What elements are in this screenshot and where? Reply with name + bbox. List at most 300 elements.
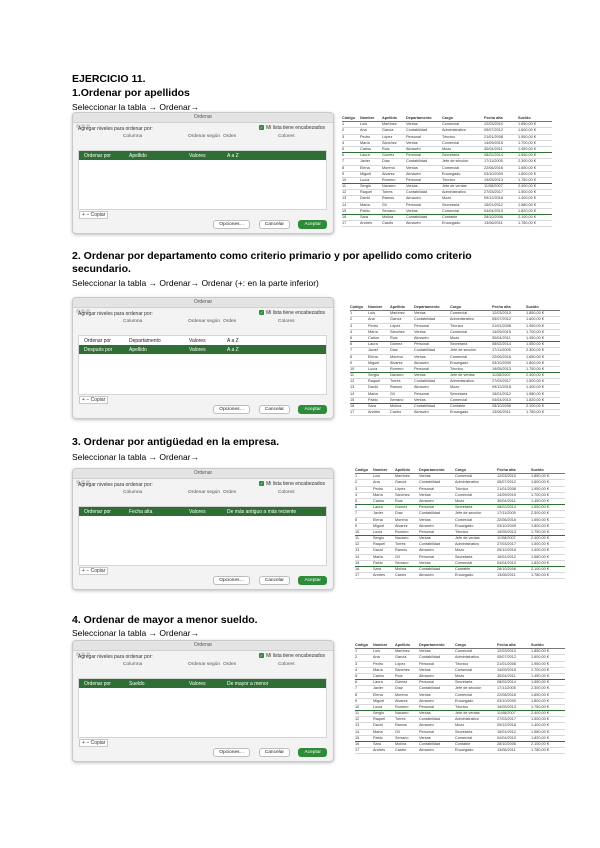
sheet-cell: Secretaria: [455, 729, 473, 734]
sheet-cell: Gil: [395, 554, 400, 559]
sheet-cell: Jefe de sección: [450, 348, 477, 353]
sheet-cell: Almacén: [414, 410, 429, 415]
sheet-cell: Serrano: [382, 208, 396, 213]
sheet-cell: 1.780,00 €: [526, 410, 544, 415]
sheet-cell: 27/03/2017: [497, 542, 517, 547]
sheet-cell: 10: [355, 529, 360, 534]
sort-levels-list: [78, 678, 327, 738]
section-1-instruction: Seleccionar la tabla → Ordenar→: [72, 102, 200, 112]
sheet-cell: 7: [342, 159, 345, 164]
sheet-cell: 1.500,00 €: [526, 379, 544, 384]
sheet-cell: 11/08/2007: [484, 184, 503, 189]
sheet-cell: 15/01/2012: [497, 729, 517, 734]
sheet-cell: 3: [350, 323, 353, 328]
sheet-cell: 1.700,00 €: [531, 492, 549, 497]
sheet-cell: 1.950,00 €: [526, 323, 544, 328]
column-select[interactable]: Apellido: [129, 347, 147, 353]
dialog-title: Ordenar: [193, 299, 213, 305]
sheet-cell: Jefe de ventas: [450, 373, 475, 378]
sheet-cell: Encargado: [442, 171, 461, 176]
sheet-cell: 1.500,00 €: [531, 542, 549, 547]
sheet-cell: Jefe de sección: [455, 511, 482, 516]
add-remove-level-buttons[interactable]: + − Copiar: [79, 739, 108, 747]
sheet-cell: Castro: [382, 221, 394, 226]
sheet-cell: Moreno: [395, 692, 408, 697]
sheet-cell: 03/10/2009: [497, 523, 517, 528]
sheet-cell: Carlos: [368, 335, 379, 340]
sort-dialog-4: [72, 640, 334, 762]
sheet-cell: 1.580,00 €: [531, 729, 549, 734]
column-select[interactable]: Departamento: [129, 338, 161, 344]
sheet-cell: 28/10/2006: [497, 567, 517, 571]
sheet-cell: Sueldo: [531, 468, 544, 472]
col-header-colors: Colores: [278, 134, 295, 139]
sheet-cell: 1.750,00 €: [526, 366, 544, 371]
sheet-cell: 2.400,00 €: [526, 373, 544, 378]
section-4-instruction: Seleccionar la tabla → Ordenar→: [72, 628, 200, 638]
column-select[interactable]: Apellido: [129, 153, 147, 159]
sheet-cell: Pedro: [373, 661, 384, 666]
headers-checkbox[interactable]: ✓ Mi lista tiene encabezados: [259, 125, 325, 131]
sheet-cell: 1.820,00 €: [518, 208, 536, 213]
sheet-cell: 11: [355, 536, 359, 541]
dialog-title: Ordenar: [193, 642, 213, 648]
sheet-cell: 11: [355, 711, 359, 716]
sheet-cell: Encargado: [442, 221, 461, 226]
sheet-row: [355, 748, 565, 754]
sheet-cell: 14/09/2015: [484, 140, 504, 145]
sheet-cell: 05/07/2012: [497, 655, 517, 660]
sheet-cell: 1.950,00 €: [518, 134, 536, 139]
col-header-order: Orden: [223, 662, 237, 667]
sheet-cell: Miguel: [373, 523, 385, 528]
sheet-cell: 9: [350, 360, 353, 365]
sheet-cell: 1: [355, 474, 358, 479]
order-select[interactable]: A a Z: [227, 153, 239, 159]
sheet-cell: David: [368, 385, 378, 390]
sheet-cell: 1.780,00 €: [531, 573, 549, 578]
sheet-cell: 2.100,00 €: [531, 567, 549, 571]
col-header-sort-on: Ordenar según: [188, 134, 220, 139]
sheet-cell: 2.100,00 €: [526, 404, 544, 408]
sheet-cell: Lucía: [373, 529, 383, 534]
sheet-cell: Ana: [368, 317, 375, 322]
sheet-cell: 2.300,00 €: [518, 159, 536, 164]
sheet-cell: Contabilidad: [414, 404, 436, 408]
sheet-cell: 2: [355, 480, 358, 485]
sheet-cell: 1.800,00 €: [518, 171, 536, 176]
col-header-colors: Colores: [278, 662, 295, 667]
sheet-cell: 2.300,00 €: [531, 511, 549, 516]
sheet-cell: Torres: [382, 190, 393, 195]
sheet-cell: Personal: [419, 661, 434, 666]
sheet-cell: 6: [342, 153, 345, 158]
sheet-cell: 1.700,00 €: [526, 329, 544, 334]
sheet-cell: Apellido: [395, 643, 410, 647]
sheet-cell: 19/05/2013: [492, 366, 512, 371]
sheet-cell: Ventas: [419, 536, 431, 541]
sheet-cell: 19/05/2013: [484, 177, 504, 182]
sheet-cell: López: [390, 323, 401, 328]
add-remove-level-buttons[interactable]: + − Copiar: [79, 396, 108, 404]
sheet-cell: 8: [355, 692, 358, 697]
add-levels-label: Agregar niveles para ordenar por:: [78, 482, 153, 488]
sheet-cell: Almacén: [419, 548, 434, 553]
sheet-cell: Jefe de ventas: [455, 711, 480, 716]
sheet-cell: Encargado: [450, 410, 469, 415]
sheet-cell: 11/08/2007: [497, 536, 516, 541]
sheet-cell: 04/04/2010: [497, 735, 517, 740]
sheet-cell: Comercial: [442, 165, 460, 170]
sheet-cell: Comercial: [450, 329, 468, 334]
sheet-cell: 2.400,00 €: [531, 711, 549, 716]
sort-on-select[interactable]: Valores: [189, 681, 206, 687]
cancel-button[interactable]: Cancelar: [259, 576, 290, 585]
sort-level-row[interactable]: Ordenar por Apellido Valores A a Z: [79, 151, 326, 160]
sheet-cell: 08/02/2014: [484, 153, 504, 158]
sheet-cell: Departamento: [419, 643, 445, 647]
sheet-cell: 11/08/2007: [497, 711, 516, 716]
sheet-cell: 4: [342, 140, 345, 145]
sheet-cell: Cargo: [450, 305, 461, 309]
section-2-heading: 2. Ordenar por departamento como criterio primario y por apellido como criterio secundario.: [72, 250, 472, 275]
sheet-cell: Marta: [360, 202, 370, 207]
sheet-cell: 11: [342, 184, 346, 189]
sheet-cell: 1.400,00 €: [518, 196, 536, 201]
sheet-cell: Gil: [395, 729, 400, 734]
sheet-cell: Técnico: [442, 177, 456, 182]
sheet-cell: Raquel: [368, 379, 381, 384]
spreadsheet-thumbnail-4: [355, 643, 565, 754]
options-button[interactable]: Opciones…: [213, 576, 250, 585]
sheet-cell: María: [373, 667, 383, 672]
sheet-cell: Navarro: [395, 711, 409, 716]
sheet-cell: Ventas: [414, 354, 426, 359]
sheet-cell: Secretaria: [455, 554, 473, 559]
sheet-cell: 13: [342, 196, 347, 201]
sheet-cell: 10: [350, 366, 355, 371]
sheet-cell: Ventas: [419, 711, 431, 716]
cancel-button[interactable]: Cancelar: [259, 405, 290, 414]
sheet-cell: 1.780,00 €: [531, 748, 549, 753]
sheet-cell: Ruiz: [395, 498, 403, 503]
sheet-cell: Mozo: [442, 196, 452, 201]
sheet-cell: 1: [342, 122, 345, 127]
sheet-cell: Ventas: [419, 649, 431, 654]
sheet-cell: 17/11/2005: [484, 159, 503, 164]
sheet-cell: 08/02/2014: [492, 342, 512, 347]
sheet-cell: Ventas: [414, 373, 426, 378]
sheet-cell: 1.820,00 €: [531, 560, 549, 565]
order-select[interactable]: De mayor a menor: [227, 681, 269, 687]
sheet-cell: Miguel: [360, 171, 372, 176]
sheet-cell: Administrativo: [455, 655, 479, 660]
sheet-cell: 1.500,00 €: [531, 717, 549, 722]
ok-button[interactable]: Aceptar: [298, 405, 327, 414]
sheet-cell: 21/01/2008: [492, 323, 512, 328]
sheet-cell: Ruiz: [390, 335, 398, 340]
sheet-cell: Comercial: [455, 667, 473, 672]
sheet-cell: David: [373, 548, 383, 553]
column-select[interactable]: Fecha alta: [129, 509, 153, 515]
sheet-cell: 1.400,00 €: [531, 723, 549, 728]
sheet-cell: 6: [355, 680, 358, 685]
sheet-cell: Gil: [382, 202, 387, 207]
sheet-cell: Lucía: [373, 704, 383, 709]
col-header-order: Orden: [223, 319, 237, 324]
ok-button[interactable]: Aceptar: [298, 576, 327, 585]
sheet-cell: 08/02/2014: [497, 680, 517, 685]
sheet-cell: 5: [350, 335, 353, 340]
sheet-cell: 1.500,00 €: [518, 190, 536, 195]
sheet-cell: 14/09/2015: [497, 667, 517, 672]
sheet-cell: 17: [342, 221, 347, 226]
sheet-cell: Torres: [390, 379, 401, 384]
sheet-cell: Departamento: [414, 305, 440, 309]
sheet-cell: Ventas: [419, 560, 431, 565]
sheet-cell: Marta: [373, 554, 383, 559]
options-button[interactable]: Opciones…: [213, 220, 250, 229]
sheet-cell: 7: [355, 686, 358, 691]
sheet-cell: Molina: [390, 404, 402, 408]
sheet-cell: 1.800,00 €: [531, 523, 549, 528]
sheet-cell: 14: [342, 202, 347, 207]
sheet-cell: 1.580,00 €: [518, 202, 536, 207]
sheet-cell: Contable: [455, 742, 471, 746]
options-button[interactable]: Opciones…: [213, 748, 250, 757]
options-button[interactable]: Opciones…: [213, 405, 250, 414]
sheet-cell: 30/04/2011: [497, 498, 516, 503]
sheet-cell: Jefe de sección: [455, 686, 482, 691]
sheet-cell: 15: [355, 560, 360, 565]
sort-level-row[interactable]: Ordenar por Sueldo Valores De mayor a menor: [79, 679, 326, 688]
sheet-cell: 14: [350, 391, 355, 396]
sheet-cell: Jefe de ventas: [455, 536, 480, 541]
sheet-cell: 12/03/2010: [497, 474, 517, 479]
sheet-cell: Sánchez: [395, 492, 410, 497]
sheet-cell: Comercial: [455, 474, 473, 479]
sheet-cell: Ventas: [419, 474, 431, 479]
sheet-cell: 1.400,00 €: [526, 385, 544, 390]
sheet-cell: Ventas: [419, 667, 431, 672]
sheet-cell: Torres: [395, 542, 406, 547]
sheet-cell: Raquel: [373, 542, 386, 547]
spreadsheet-thumbnail-2: [350, 305, 560, 416]
sheet-cell: Ventas: [419, 735, 431, 740]
sheet-cell: Personal: [419, 680, 434, 685]
sheet-cell: Ruiz: [382, 146, 390, 151]
sheet-cell: Encargado: [455, 698, 474, 703]
sheet-cell: Administrativo: [450, 317, 474, 322]
sheet-cell: Serrano: [395, 735, 409, 740]
sheet-cell: Administrativo: [442, 190, 466, 195]
sort-on-select[interactable]: Valores: [189, 347, 206, 353]
order-select[interactable]: De más antiguo a más reciente: [227, 509, 297, 515]
sort-on-select[interactable]: Valores: [189, 153, 206, 159]
sheet-cell: Personal: [406, 202, 421, 207]
sheet-cell: Comercial: [442, 122, 460, 127]
sheet-cell: Personal: [419, 729, 434, 734]
sheet-cell: 16: [350, 404, 355, 408]
order-select[interactable]: A a Z: [227, 347, 239, 353]
sheet-cell: 03/10/2009: [484, 171, 504, 176]
sheet-cell: Cargo: [442, 116, 453, 120]
sheet-cell: Contabilidad: [419, 542, 441, 547]
sheet-cell: García: [382, 128, 394, 133]
sheet-cell: Sánchez: [395, 667, 410, 672]
sheet-cell: 22/06/2016: [497, 517, 517, 522]
sheet-cell: 1.750,00 €: [531, 704, 549, 709]
sort-dialog-3: [72, 468, 334, 590]
sheet-cell: Ana: [373, 480, 380, 485]
sheet-cell: 1.780,00 €: [518, 221, 536, 226]
sheet-cell: Sara: [368, 404, 377, 408]
sheet-cell: 1.600,00 €: [526, 317, 544, 322]
sheet-cell: Martínez: [382, 122, 397, 127]
sheet-cell: Laura: [360, 153, 370, 158]
sheet-cell: Fecha alta: [497, 468, 516, 472]
sheet-cell: 3: [342, 134, 345, 139]
sheet-cell: 09/12/2018: [497, 723, 517, 728]
sheet-cell: 1.700,00 €: [531, 667, 549, 672]
sheet-cell: 16: [355, 742, 360, 746]
sheet-cell: Contable: [450, 404, 466, 408]
headers-checkbox[interactable]: ✓ Mi lista tiene encabezados: [259, 481, 325, 487]
sheet-cell: Contable: [442, 215, 458, 219]
col-header-sort-on: Ordenar según: [188, 490, 220, 495]
sheet-cell: Molina: [395, 567, 407, 571]
sheet-cell: 7: [350, 348, 353, 353]
sheet-cell: 17/11/2005: [497, 511, 516, 516]
add-levels-label: Agregar niveles para ordenar por:: [78, 654, 153, 660]
sheet-cell: 09/12/2018: [484, 196, 504, 201]
sheet-cell: Ruiz: [395, 673, 403, 678]
sheet-cell: 09/12/2018: [497, 548, 517, 553]
sheet-cell: 28/10/2006: [497, 742, 517, 746]
sheet-cell: Nombre: [368, 305, 383, 309]
add-remove-level-buttons[interactable]: + − Copiar: [79, 567, 108, 575]
sheet-cell: 1.550,00 €: [531, 680, 549, 685]
sheet-cell: Encargado: [455, 523, 474, 528]
sheet-cell: Contabilidad: [419, 717, 441, 722]
sheet-cell: Código: [355, 468, 369, 472]
sheet-cell: Almacén: [406, 221, 421, 226]
sheet-cell: 27/03/2017: [492, 379, 512, 384]
sheet-cell: Díaz: [395, 686, 403, 691]
sheet-cell: 1.650,00 €: [518, 165, 536, 170]
sheet-cell: Contabilidad: [406, 215, 428, 219]
sort-level-row[interactable]: Ordenar por Fecha alta Valores De más antiguo a más reciente: [79, 507, 326, 516]
sheet-cell: 1.650,00 €: [531, 692, 549, 697]
sheet-cell: 15: [350, 397, 355, 402]
sheet-cell: 1.550,00 €: [518, 153, 536, 158]
sort-level-row[interactable]: Ordenar por Departamento Valores A a Z: [84, 338, 239, 344]
add-remove-level-buttons[interactable]: + − Copiar: [79, 211, 108, 219]
order-select[interactable]: A a Z: [227, 338, 239, 344]
add-levels-label: Agregar niveles para ordenar por:: [78, 126, 153, 132]
sheet-cell: 12/03/2010: [492, 311, 512, 316]
sheet-cell: 1.600,00 €: [531, 480, 549, 485]
headers-checkbox[interactable]: ✓ Mi lista tiene encabezados: [259, 310, 325, 316]
sheet-cell: Pedro: [360, 134, 371, 139]
sheet-cell: Apellido: [390, 305, 405, 309]
sheet-cell: Almacén: [419, 748, 434, 753]
col-header-colors: Colores: [278, 490, 295, 495]
sort-on-select[interactable]: Valores: [189, 509, 206, 515]
sheet-cell: 12: [355, 542, 360, 547]
sheet-cell: Ventas: [419, 517, 431, 522]
sheet-cell: 17: [355, 748, 360, 753]
section-3-instruction: Seleccionar la tabla → Ordenar→: [72, 452, 200, 462]
sheet-cell: Ventas: [406, 140, 418, 145]
sheet-cell: Sergio: [373, 711, 384, 716]
sheet-cell: Contabilidad: [419, 567, 441, 571]
sort-level-row[interactable]: Después por Apellido Valores A a Z: [79, 345, 326, 354]
sheet-cell: Carlos: [373, 498, 384, 503]
column-select[interactable]: Sueldo: [129, 681, 145, 687]
sheet-cell: Pablo: [373, 735, 383, 740]
sheet-cell: 21/01/2008: [484, 134, 504, 139]
sheet-cell: Nombre: [373, 468, 388, 472]
sheet-cell: Personal: [419, 704, 434, 709]
sheet-cell: Sueldo: [526, 305, 539, 309]
sheet-cell: 12: [350, 379, 355, 384]
sheet-cell: 1.950,00 €: [531, 486, 549, 491]
sheet-cell: Pablo: [373, 560, 383, 565]
sheet-cell: Ventas: [414, 329, 426, 334]
sheet-cell: Secretaria: [455, 505, 473, 510]
sheet-cell: Personal: [419, 505, 434, 510]
sheet-cell: 13/06/2011: [492, 410, 511, 415]
sheet-cell: Romero: [382, 177, 396, 182]
sheet-cell: Luis: [368, 311, 375, 316]
sheet-cell: Ramos: [395, 548, 408, 553]
sheet-cell: 03/10/2009: [492, 360, 512, 365]
sheet-cell: 19/05/2013: [497, 529, 517, 534]
sheet-cell: López: [395, 486, 406, 491]
sheet-cell: Almacén: [419, 523, 434, 528]
cancel-button[interactable]: Cancelar: [259, 220, 290, 229]
sheet-cell: Ramos: [390, 385, 403, 390]
sheet-cell: Ventas: [414, 311, 426, 316]
sheet-cell: Personal: [406, 134, 421, 139]
sheet-cell: 1.850,00 €: [531, 474, 549, 479]
sheet-cell: Álvarez: [395, 523, 408, 528]
sheet-cell: Secretaria: [455, 680, 473, 685]
sheet-cell: 30/04/2011: [497, 673, 516, 678]
sheet-cell: Personal: [414, 366, 429, 371]
sheet-cell: Almacén: [419, 723, 434, 728]
sheet-cell: Mozo: [455, 673, 465, 678]
cancel-button[interactable]: Cancelar: [259, 748, 290, 757]
sheet-cell: Contabilidad: [414, 379, 436, 384]
sheet-cell: Contabilidad: [419, 686, 441, 691]
sheet-cell: 16: [342, 215, 347, 219]
sheet-cell: 2: [355, 655, 358, 660]
sheet-cell: Ventas: [419, 492, 431, 497]
sheet-cell: Comercial: [442, 208, 460, 213]
ok-button[interactable]: Aceptar: [298, 220, 327, 229]
col-header-sort-on: Ordenar según: [188, 319, 220, 324]
sheet-cell: 1.750,00 €: [518, 177, 536, 182]
headers-checkbox[interactable]: ✓ Mi lista tiene encabezados: [259, 653, 325, 659]
sheet-cell: Almacén: [406, 146, 421, 151]
sheet-cell: 2.100,00 €: [518, 215, 536, 219]
sort-on-select[interactable]: Valores: [189, 338, 206, 344]
ok-button[interactable]: Aceptar: [298, 748, 327, 757]
section-4-heading: 4. Ordenar de mayor a menor sueldo.: [72, 614, 258, 626]
sheet-cell: 4: [350, 329, 353, 334]
